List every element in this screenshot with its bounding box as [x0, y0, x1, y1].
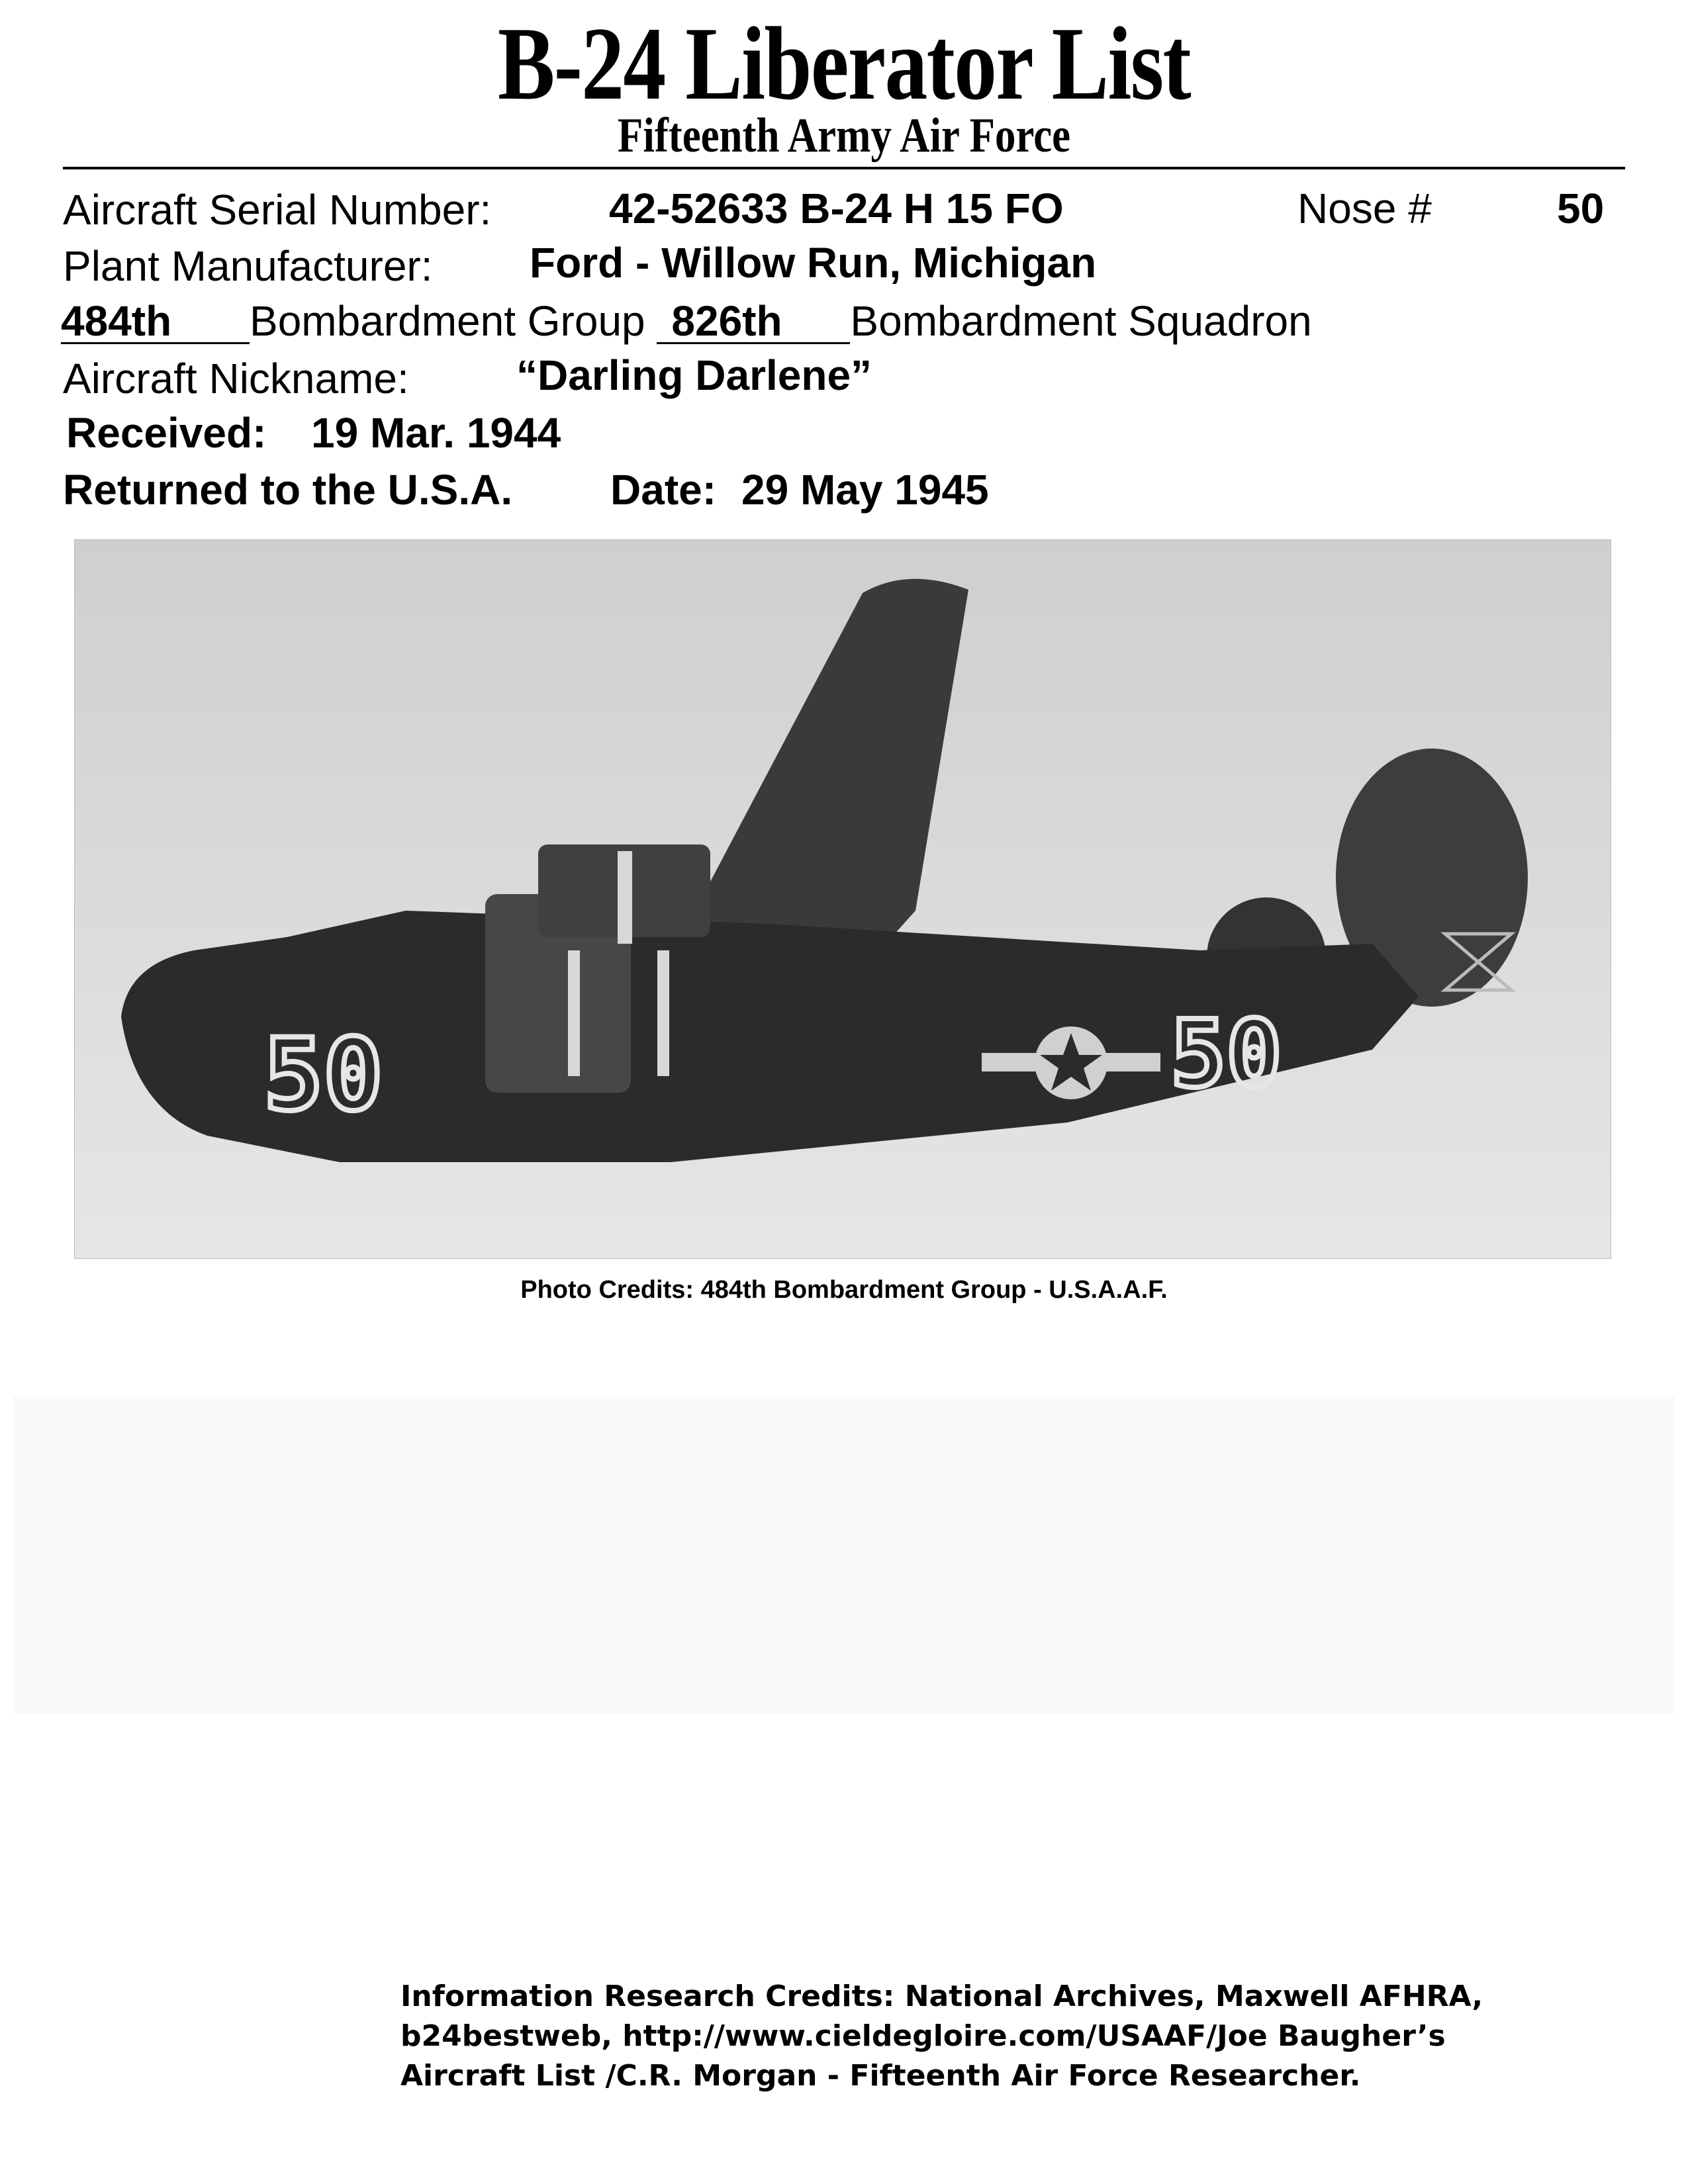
- credits-line-3: Aircraft List /C.R. Morgan - Fifteenth Air Force Researcher.: [400, 2059, 1361, 2093]
- returned-date-value: 29 May 1945: [741, 466, 989, 514]
- photo-credit: Photo Credits: 484th Bombardment Group - U.S.A.A.F.: [520, 1276, 1168, 1304]
- group-number: 484th: [61, 297, 172, 345]
- nickname-value: “Darling Darlene”: [516, 351, 872, 399]
- nose-number-rear: 50: [1170, 1001, 1282, 1109]
- nose-label: Nose #: [1297, 185, 1432, 232]
- serial-row: [63, 186, 492, 234]
- page-title: B-24 Liberator List: [497, 6, 1191, 122]
- credits-line-2: b24bestweb, http://www.cieldegloire.com/USAAF/Joe Baugher’s: [400, 2019, 1446, 2053]
- returned-date-label: Date:: [610, 466, 717, 514]
- header-divider: [63, 167, 1625, 169]
- group-number-field: [61, 297, 250, 345]
- received-label: Received:: [66, 409, 267, 457]
- aircraft-photo: [74, 539, 1611, 1259]
- serial-label: Aircraft Serial Number:: [63, 186, 492, 234]
- b24-aircraft-illustration: [75, 540, 1611, 1258]
- returned-label: Returned to the U.S.A.: [63, 466, 513, 514]
- page-subtitle: Fifteenth Army Air Force: [617, 109, 1071, 163]
- nose-value: 50: [1557, 185, 1605, 232]
- squadron-number-field: [657, 297, 850, 345]
- received-value: 19 Mar. 1944: [311, 409, 561, 457]
- plant-value: Ford - Willow Run, Michigan: [530, 239, 1097, 287]
- serial-value: 42-52633 B-24 H 15 FO: [609, 185, 1064, 232]
- group-label: Bombardment Group: [250, 297, 645, 345]
- nose-number-front: 50: [263, 1018, 383, 1133]
- unit-row: [61, 297, 1312, 345]
- credits-line-1: Information Research Credits: National Archives, Maxwell AFHRA,: [400, 1979, 1483, 2013]
- scan-artifact: [13, 1396, 1675, 1714]
- squadron-number: 826th: [671, 297, 782, 345]
- nickname-label: Aircraft Nickname:: [63, 355, 409, 402]
- squadron-label: Bombardment Squadron: [850, 297, 1312, 345]
- plant-label: Plant Manufacturer:: [63, 242, 433, 290]
